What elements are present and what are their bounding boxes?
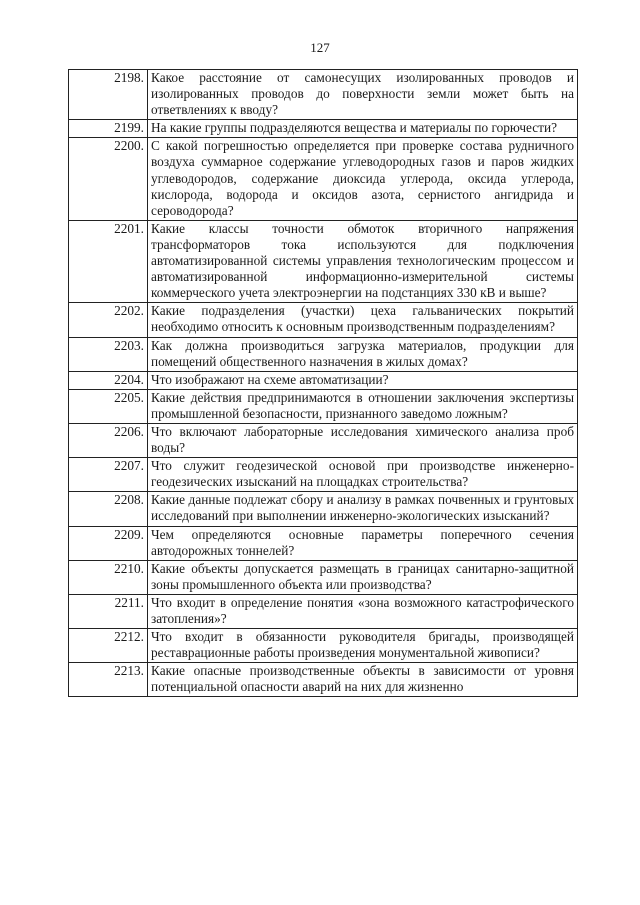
question-number: 2198. [69, 70, 148, 120]
question-text: Чем определяются основные параметры поперечного сечения автодорожных тоннелей? [148, 526, 578, 560]
table-row [69, 458, 578, 492]
question-text: Что изображают на схеме автоматизации? [148, 371, 578, 389]
table-row [69, 303, 578, 337]
table-row [69, 220, 578, 302]
table-row [69, 594, 578, 628]
table-row [69, 492, 578, 526]
table-row [69, 629, 578, 663]
question-text: Что входит в определение понятия «зона возможного катастрофического затопления»? [148, 594, 578, 628]
question-number: 2203. [69, 337, 148, 371]
table-row [69, 526, 578, 560]
question-number: 2207. [69, 458, 148, 492]
question-number: 2208. [69, 492, 148, 526]
table-row [69, 560, 578, 594]
question-text: Какие классы точности обмоток вторичного напряжения трансформаторов тока используются для подключения автоматизированной системы управления технологическим процессом и автоматизированной информационно-измерительной системы коммерческого учета электроэнергии на подстанциях 330 кВ и выше? [148, 220, 578, 302]
question-number: 2199. [69, 120, 148, 138]
question-text: Что входит в обязанности руководителя бригады, производящей реставрационные работы произведения монументальной живописи? [148, 629, 578, 663]
question-number: 2200. [69, 138, 148, 220]
table-row [69, 138, 578, 220]
table-row [69, 70, 578, 120]
question-text: Какое расстояние от самонесущих изолированных проводов и изолированных проводов до поверхности земли может быть на ответвлениях к вводу? [148, 70, 578, 120]
table-row [69, 337, 578, 371]
question-number: 2211. [69, 594, 148, 628]
table-row [69, 389, 578, 423]
table-row [69, 423, 578, 457]
question-text: Какие данные подлежат сбору и анализу в рамках почвенных и грунтовых исследований при выполнении инженерно-экологических изысканий? [148, 492, 578, 526]
question-number: 2201. [69, 220, 148, 302]
question-number: 2213. [69, 663, 148, 697]
question-number: 2204. [69, 371, 148, 389]
question-text: Какие действия предпринимаются в отношении заключения экспертизы промышленной безопасности, признанного заведомо ложным? [148, 389, 578, 423]
question-text: Как должна производиться загрузка материалов, продукции для помещений общественного назначения в жилых домах? [148, 337, 578, 371]
question-text: Какие объекты допускается размещать в границах санитарно-защитной зоны промышленного объекта или производства? [148, 560, 578, 594]
question-number: 2209. [69, 526, 148, 560]
question-text: Что служит геодезической основой при производстве инженерно-геодезических изысканий на площадках строительства? [148, 458, 578, 492]
question-number: 2212. [69, 629, 148, 663]
table-row [69, 663, 578, 697]
table-row [69, 371, 578, 389]
page-number: 127 [310, 40, 330, 55]
question-number: 2206. [69, 423, 148, 457]
table-row [69, 120, 578, 138]
questions-table [68, 69, 578, 697]
question-text: Какие подразделения (участки) цеха гальванических покрытий необходимо относить к основным производственным подразделениям? [148, 303, 578, 337]
question-text: Какие опасные производственные объекты в зависимости от уровня потенциальной опасности аварий на них для жизненно [148, 663, 578, 697]
question-number: 2205. [69, 389, 148, 423]
question-text: На какие группы подразделяются вещества и материалы по горючести? [148, 120, 578, 138]
question-number: 2202. [69, 303, 148, 337]
question-text: С какой погрешностью определяется при проверке состава рудничного воздуха суммарное содержание углеводородных газов и паров жидких углеводородов, содержание диоксида углерода, оксида углерода, кислорода, водорода и оксидов азота, сернистого ангидрида и сероводорода? [148, 138, 578, 220]
question-number: 2210. [69, 560, 148, 594]
question-text: Что включают лабораторные исследования химического анализа проб воды? [148, 423, 578, 457]
